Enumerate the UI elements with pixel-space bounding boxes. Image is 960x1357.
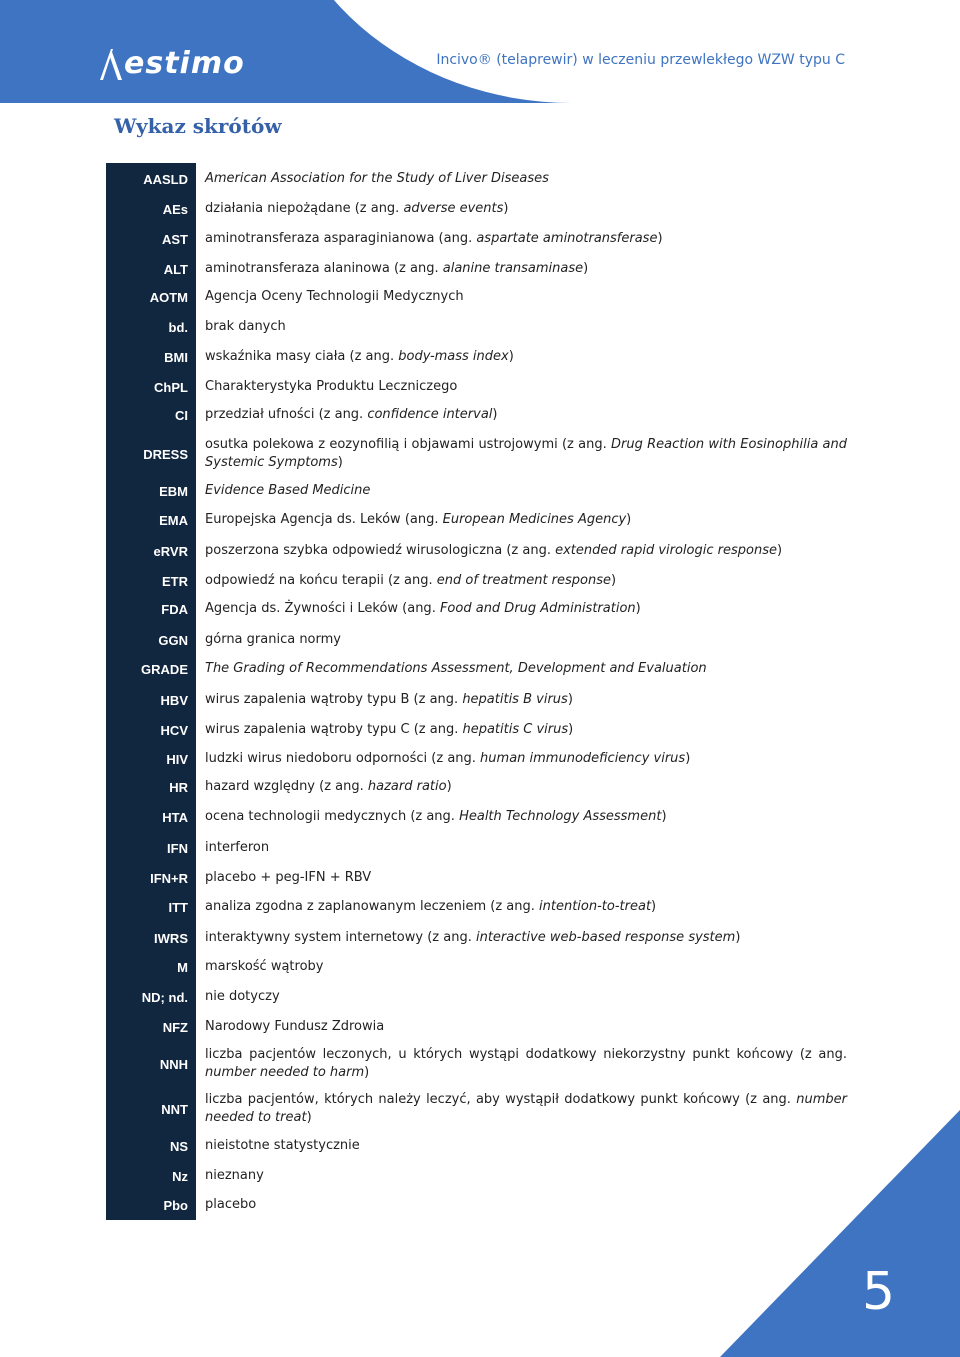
definition-text: aminotransferaza alaninowa (z ang. [205, 261, 443, 276]
definition-closing: ) [446, 779, 452, 794]
abbreviation-definition [205, 808, 847, 826]
definition-text: nieistotne statystycznie [205, 1138, 360, 1153]
abbreviation-definition [205, 482, 847, 500]
definition-english: number needed to harm [205, 1065, 365, 1080]
estimo-logo [98, 42, 245, 86]
abbreviation: HIV [166, 752, 188, 767]
definition-english: end of treatment response [436, 573, 611, 588]
definition-text: interferon [205, 840, 270, 855]
abbreviation: ChPL [154, 380, 188, 395]
abbreviation: Pbo [163, 1198, 188, 1213]
definition-text: brak danych [205, 319, 286, 334]
definition-english: confidence interval [367, 407, 493, 422]
definition-closing: ) [685, 751, 691, 766]
definition-english: adverse events [403, 201, 504, 216]
definition-text: Agencja Oceny Technologii Medycznych [205, 289, 464, 304]
abbreviation: NNT [161, 1102, 188, 1117]
definition-text: górna granica normy [205, 632, 341, 647]
abbreviation: IFN+R [150, 871, 188, 886]
abbreviation-definition [205, 511, 847, 529]
logo-arrow-icon [98, 47, 124, 81]
abbreviation-definition [205, 839, 847, 857]
definition-english: European Medicines Agency [442, 512, 627, 527]
definition-english: hepatitis C virus [462, 722, 569, 737]
definition-text: ocena technologii medycznych (z ang. [205, 809, 460, 824]
abbreviation-definition [205, 378, 847, 396]
definition-text: liczba pacjentów leczonych, u których wystąpi dodatkowy niekorzystny punkt końcowy (z ang. [205, 1047, 847, 1062]
definition-closing: ) [492, 407, 498, 422]
abbreviation-definition [205, 230, 847, 248]
definition-closing: ) [567, 692, 573, 707]
abbreviation: ALT [163, 262, 188, 277]
abbreviation-definition [205, 660, 847, 678]
definition-text: odpowiedź na końcu terapii (z ang. [205, 573, 437, 588]
definition-english: extended rapid virologic response [555, 543, 777, 558]
abbreviation-definition [205, 778, 847, 796]
abbreviation: NNH [159, 1057, 188, 1072]
abbreviation: AST [162, 232, 188, 247]
definition-closing: ) [306, 1110, 312, 1125]
definition-text: osutka polekowa z eozynofilią i objawami ustrojowymi (z ang. [205, 437, 611, 452]
definition-text: wirus zapalenia wątroby typu B (z ang. [205, 692, 463, 707]
abbreviation-definition [205, 406, 847, 424]
definition-closing: ) [635, 601, 641, 616]
abbreviation: Nz [172, 1169, 188, 1184]
abbreviation-definition [205, 988, 847, 1006]
abbreviation: NFZ [162, 1020, 188, 1035]
definition-text: nie dotyczy [205, 989, 280, 1004]
abbreviation-definition [205, 288, 847, 306]
definition-english: interactive web-based response system [475, 930, 736, 945]
definition-english: body-mass index [398, 349, 509, 364]
definition-english: Evidence Based Medicine [205, 483, 371, 498]
definition-english: number needed to treat [205, 1092, 847, 1125]
definition-text: hazard względny (z ang. [205, 779, 368, 794]
definition-text: analiza zgodna z zaplanowanym leczeniem (z ang. [205, 899, 540, 914]
definition-english: human immunodeficiency virus [480, 751, 686, 766]
definition-english: hazard ratio [367, 779, 447, 794]
corner-triangle [720, 1110, 960, 1357]
abbreviation-definition [205, 631, 847, 649]
abbreviation-definition [205, 572, 847, 590]
abbreviation-definition [205, 170, 847, 188]
abbreviation: HCV [160, 723, 188, 738]
abbreviation: AOTM [149, 290, 188, 305]
definition-text: Charakterystyka Produktu Leczniczego [205, 379, 458, 394]
abbreviation: AASLD [143, 172, 188, 187]
abbreviation-definition [205, 200, 847, 218]
definition-text: interaktywny system internetowy (z ang. [205, 930, 476, 945]
abbreviation-definition [205, 691, 847, 709]
abbreviation: EMA [159, 513, 188, 528]
abbreviation: eRVR [153, 544, 188, 559]
definition-closing: ) [611, 573, 617, 588]
definition-text: poszerzona szybka odpowiedź wirusologiczna (z ang. [205, 543, 556, 558]
abbreviation-definition [205, 898, 847, 916]
abbreviation: HBV [160, 693, 188, 708]
abbreviation: IFN [167, 841, 188, 856]
abbreviation: AEs [162, 202, 188, 217]
abbreviation-definition [205, 348, 847, 366]
definition-text: Agencja ds. Żywności i Leków (ang. [205, 601, 440, 616]
abbreviation: HR [169, 780, 188, 795]
abbreviation-definition [205, 1046, 847, 1082]
definition-text: działania niepożądane (z ang. [205, 201, 404, 216]
abbreviation-definition [205, 721, 847, 739]
definition-closing: ) [626, 512, 632, 527]
abbreviation-definition [205, 318, 847, 336]
abbreviation: ITT [168, 900, 188, 915]
definition-closing: ) [735, 930, 741, 945]
definition-closing: ) [651, 899, 657, 914]
abbreviation: EBM [159, 484, 188, 499]
abbreviation-definition [205, 750, 847, 768]
definition-closing: ) [657, 231, 663, 246]
definition-text: placebo [205, 1197, 257, 1212]
definition-closing: ) [364, 1065, 370, 1080]
definition-text: aminotransferaza asparaginianowa (ang. [205, 231, 477, 246]
definition-english: Food and Drug Administration [439, 601, 636, 616]
definition-closing: ) [337, 455, 343, 470]
abbreviation-definition [205, 436, 847, 472]
abbreviation-definition [205, 869, 847, 887]
abbreviation: IWRS [154, 931, 188, 946]
abbreviation: DRESS [143, 447, 188, 462]
abbreviation-definition [205, 929, 847, 947]
page-number: 5 [862, 1262, 896, 1322]
abbreviation: GRADE [141, 662, 188, 677]
definition-text: marskość wątroby [205, 959, 324, 974]
abbreviation: BMI [164, 350, 188, 365]
abbreviation-definition [205, 1018, 847, 1036]
definition-text: placebo + peg-IFN + RBV [205, 870, 372, 885]
definition-english: American Association for the Study of Liver Diseases [205, 171, 549, 186]
header-title: Incivo® (telaprewir) w leczeniu przewlekłego WZW typu C [436, 52, 845, 68]
definition-text: ludzki wirus niedoboru odporności (z ang. [205, 751, 481, 766]
definition-closing: ) [661, 809, 667, 824]
definition-english: hepatitis B virus [462, 692, 568, 707]
definition-english: intention-to-treat [539, 899, 652, 914]
abbreviation: HTA [162, 810, 188, 825]
definition-english: Drug Reaction with Eosinophilia and Systemic Symptoms [205, 437, 847, 470]
abbreviation: GGN [158, 633, 188, 648]
definition-closing: ) [583, 261, 589, 276]
definition-text: wskaźnika masy ciała (z ang. [205, 349, 399, 364]
definition-text: wirus zapalenia wątroby typu C (z ang. [205, 722, 463, 737]
definition-english: aspartate aminotransferase [476, 231, 658, 246]
abbreviation-definition [205, 260, 847, 278]
abbreviation-definition [205, 958, 847, 976]
definition-english: alanine transaminase [442, 261, 584, 276]
definition-english: Health Technology Assessment [459, 809, 662, 824]
definition-text: Europejska Agencja ds. Leków (ang. [205, 512, 443, 527]
definition-closing: ) [503, 201, 509, 216]
abbreviation: CI [175, 408, 188, 423]
definition-english: The Grading of Recommendations Assessment, Development and Evaluation [205, 661, 707, 676]
definition-text: liczba pacjentów, których należy leczyć, aby wystąpił dodatkowy punkt końcowy (z ang. [205, 1092, 797, 1107]
abbreviation: FDA [161, 602, 188, 617]
definition-text: przedział ufności (z ang. [205, 407, 368, 422]
abbreviation: M [177, 960, 188, 975]
definition-text: Narodowy Fundusz Zdrowia [205, 1019, 385, 1034]
definition-text: nieznany [205, 1168, 264, 1183]
abbreviation-definition [205, 542, 847, 560]
definition-closing: ) [776, 543, 783, 558]
logo-text: estimo [124, 46, 245, 81]
definition-closing: ) [508, 349, 514, 364]
abbreviation-definition [205, 600, 847, 618]
page-heading: Wykaz skrótów [114, 114, 282, 138]
abbreviation: NS [169, 1139, 188, 1154]
abbreviation: ND; nd. [141, 990, 188, 1005]
definition-closing: ) [568, 722, 574, 737]
abbreviation: ETR [162, 574, 188, 589]
abbreviation: bd. [168, 320, 188, 335]
